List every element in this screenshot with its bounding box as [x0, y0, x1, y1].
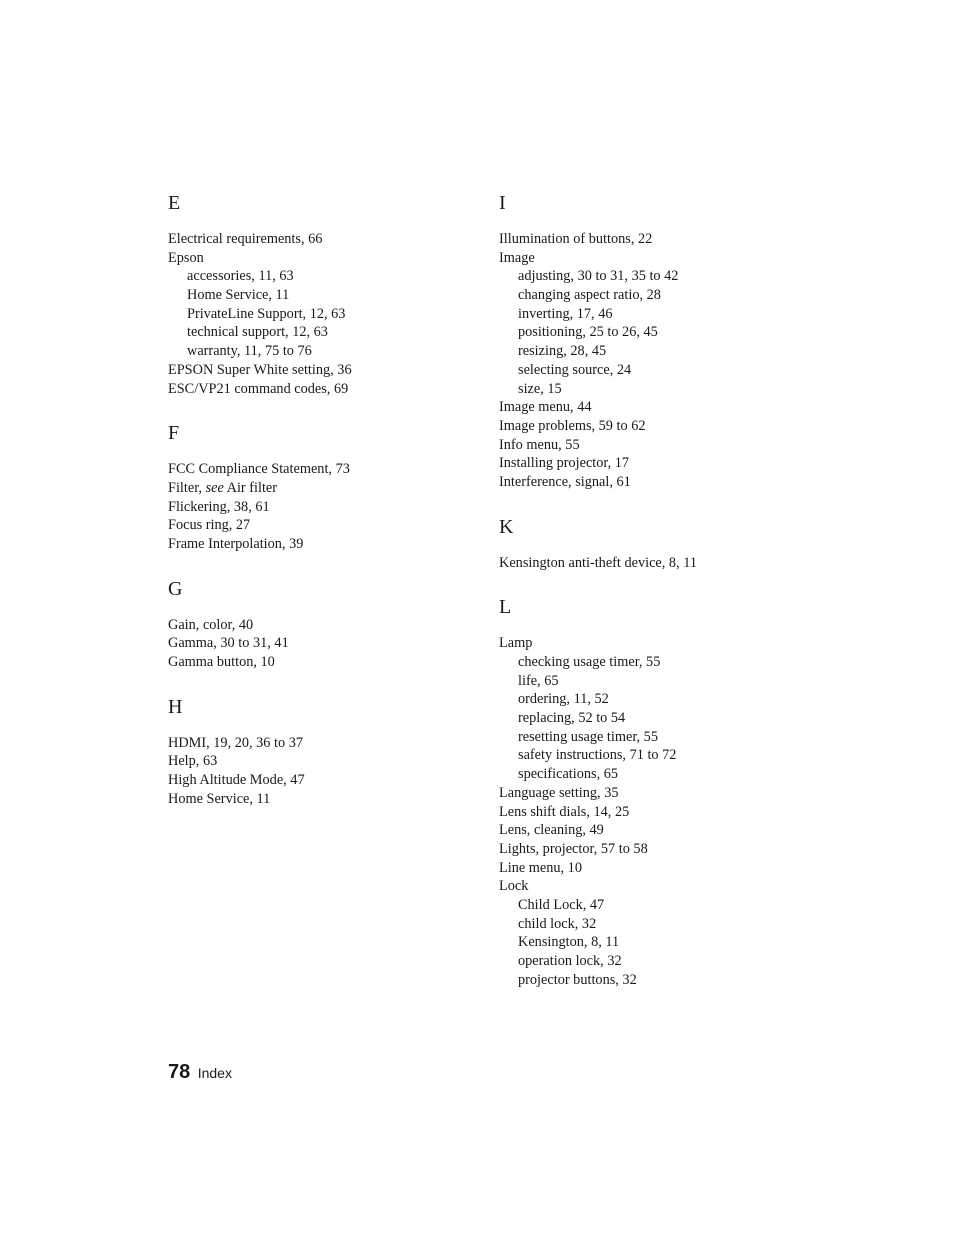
entry-text: Lens, cleaning, 49: [499, 822, 604, 839]
entry-text: Home Service, 11: [187, 287, 290, 304]
entry-text: projector buttons, 32: [518, 971, 637, 988]
index-subentry: [499, 971, 829, 990]
entry-text: Line menu, 10: [499, 859, 582, 876]
entry-text: Image menu, 44: [499, 399, 592, 416]
entry-text: PrivateLine Support, 12, 63: [187, 305, 346, 322]
entry-text: resetting usage timer, 55: [518, 728, 658, 745]
entry-text: specifications, 65: [518, 766, 619, 783]
entry-text: Lock: [499, 878, 529, 895]
entry-text: Lamp: [499, 635, 533, 652]
index-subentry: [499, 933, 829, 952]
entry-text: HDMI, 19, 20, 36 to 37: [168, 734, 304, 751]
index-entry: [168, 361, 468, 380]
entry-text: Gamma button, 10: [168, 654, 275, 670]
index-entry: [499, 859, 829, 878]
index-subentry: [499, 896, 829, 915]
entry-text: Frame Interpolation, 39: [168, 535, 304, 552]
entry-text: Kensington, 8, 11: [518, 934, 620, 951]
index-entry: [168, 752, 468, 771]
entry-text: Home Service, 11: [168, 790, 271, 807]
index-subentry: [499, 361, 829, 380]
entry-text: Epson: [168, 249, 204, 266]
index-section-k: [499, 514, 829, 573]
index-subentry: [499, 380, 829, 399]
entry-text: changing aspect ratio, 28: [518, 287, 661, 304]
entry-list: [168, 616, 468, 672]
index-entry: [168, 479, 468, 498]
entry-text: Kensington anti-theft device, 8, 11: [499, 554, 697, 571]
entry-text: Lens shift dials, 14, 25: [499, 803, 630, 820]
index-entry: [168, 535, 468, 554]
entry-text: Image: [499, 249, 535, 266]
index-column-left: [168, 190, 468, 830]
entry-text: Installing projector, 17: [499, 455, 630, 472]
entry-list: [168, 460, 468, 553]
entry-text: technical support, 12, 63: [187, 324, 328, 341]
entry-text: resizing, 28, 45: [518, 343, 607, 360]
entry-text: EPSON Super White setting, 36: [168, 361, 352, 378]
entry-text: accessories, 11, 63: [187, 268, 294, 285]
index-entry: [168, 516, 468, 535]
entry-text: Interference, signal, 61: [499, 473, 631, 490]
index-entry: [168, 653, 468, 672]
entry-list: [499, 634, 829, 989]
section-letter: K: [499, 515, 514, 538]
index-entry: [168, 460, 468, 479]
entry-text: Help, 63: [168, 753, 218, 770]
entry-text: positioning, 25 to 26, 45: [518, 324, 658, 341]
footer-label: Index: [197, 1065, 232, 1081]
entry-text: Lights, projector, 57 to 58: [499, 840, 648, 857]
index-subentry: [499, 709, 829, 728]
index-section-i: [499, 190, 829, 492]
index-subentry: [168, 267, 468, 286]
index-section-g: [168, 576, 468, 672]
entry-text: size, 15: [518, 380, 562, 397]
index-entry: [168, 498, 468, 517]
entry-reference-target: Air filter: [223, 479, 278, 496]
entry-text: child lock, 32: [518, 915, 597, 932]
index-subentry: [499, 323, 829, 342]
index-entry: [499, 436, 829, 455]
index-entry: [168, 734, 468, 753]
entry-see-reference: see: [205, 479, 224, 496]
index-subentry: [168, 342, 468, 361]
entry-text: life, 65: [518, 672, 559, 689]
index-entry: [499, 473, 829, 492]
entry-text: warranty, 11, 75 to 76: [187, 343, 312, 360]
index-section-l: [499, 594, 829, 989]
index-entry: [168, 380, 468, 399]
index-entry: [499, 877, 829, 896]
section-letter: I: [499, 192, 506, 214]
index-subentry: [499, 342, 829, 361]
entry-text: Filter,: [168, 479, 206, 496]
index-entry: [168, 771, 468, 790]
index-entry: [168, 249, 468, 268]
index-subentry: [499, 728, 829, 747]
index-subentry: [499, 765, 829, 784]
index-entry: [499, 803, 829, 822]
entry-text: Electrical requirements, 66: [168, 231, 323, 247]
index-column-right: [499, 190, 829, 1011]
index-subentry: [499, 690, 829, 709]
entry-text: Language setting, 35: [499, 784, 619, 801]
entry-text: Focus ring, 27: [168, 517, 251, 534]
section-letter: H: [168, 695, 183, 718]
section-letter: G: [168, 577, 183, 600]
index-entry: [499, 554, 829, 573]
entry-text: High Altitude Mode, 47: [168, 772, 305, 789]
entry-text: Child Lock, 47: [518, 896, 605, 913]
index-entry: [499, 634, 829, 653]
index-subentry: [499, 305, 829, 324]
entry-text: Illumination of buttons, 22: [499, 231, 653, 247]
index-subentry: [168, 286, 468, 305]
entry-text: safety instructions, 71 to 72: [518, 747, 677, 764]
index-entry: [499, 454, 829, 473]
entry-list: [499, 554, 829, 573]
entry-text: Flickering, 38, 61: [168, 498, 270, 515]
section-letter: L: [499, 596, 512, 619]
index-subentry: [499, 653, 829, 672]
entry-list: [168, 230, 468, 398]
entry-text: Info menu, 55: [499, 436, 580, 453]
index-section-h: [168, 694, 468, 809]
entry-text: Gamma, 30 to 31, 41: [168, 635, 289, 652]
entry-text: selecting source, 24: [518, 361, 632, 378]
index-entry: [499, 230, 829, 249]
entry-text: adjusting, 30 to 31, 35 to 42: [518, 268, 679, 285]
entry-text: inverting, 17, 46: [518, 305, 613, 322]
index-subentry: [499, 286, 829, 305]
index-entry: [499, 784, 829, 803]
entry-list: [499, 230, 829, 492]
entry-text: Gain, color, 40: [168, 616, 254, 633]
index-entry: [499, 417, 829, 436]
section-letter: F: [168, 422, 180, 445]
entry-text: operation lock, 32: [518, 953, 622, 969]
index-entry: [168, 616, 468, 635]
section-letter: E: [168, 192, 181, 214]
entry-text: Image problems, 59 to 62: [499, 417, 646, 434]
index-subentry: [499, 267, 829, 286]
index-subentry: [499, 952, 829, 971]
index-section-f: [168, 420, 468, 553]
index-subentry: [499, 746, 829, 765]
page-number: 78: [168, 1061, 191, 1083]
index-entry: [168, 790, 468, 809]
index-entry: [499, 840, 829, 859]
entry-text: replacing, 52 to 54: [518, 710, 626, 727]
index-entry: [499, 821, 829, 840]
entry-list: [168, 734, 468, 809]
index-entry: [168, 634, 468, 653]
index-entry: [499, 398, 829, 417]
index-subentry: [168, 305, 468, 324]
entry-text: checking usage timer, 55: [518, 654, 661, 670]
index-entry: [168, 230, 468, 249]
index-entry: [499, 249, 829, 268]
index-subentry: [499, 672, 829, 691]
entry-text: FCC Compliance Statement, 73: [168, 461, 350, 478]
index-section-e: [168, 190, 468, 398]
index-subentry: [168, 323, 468, 342]
index-subentry: [499, 915, 829, 934]
entry-text: ordering, 11, 52: [518, 691, 609, 708]
page-footer: [168, 1061, 232, 1084]
entry-text: ESC/VP21 command codes, 69: [168, 380, 349, 397]
